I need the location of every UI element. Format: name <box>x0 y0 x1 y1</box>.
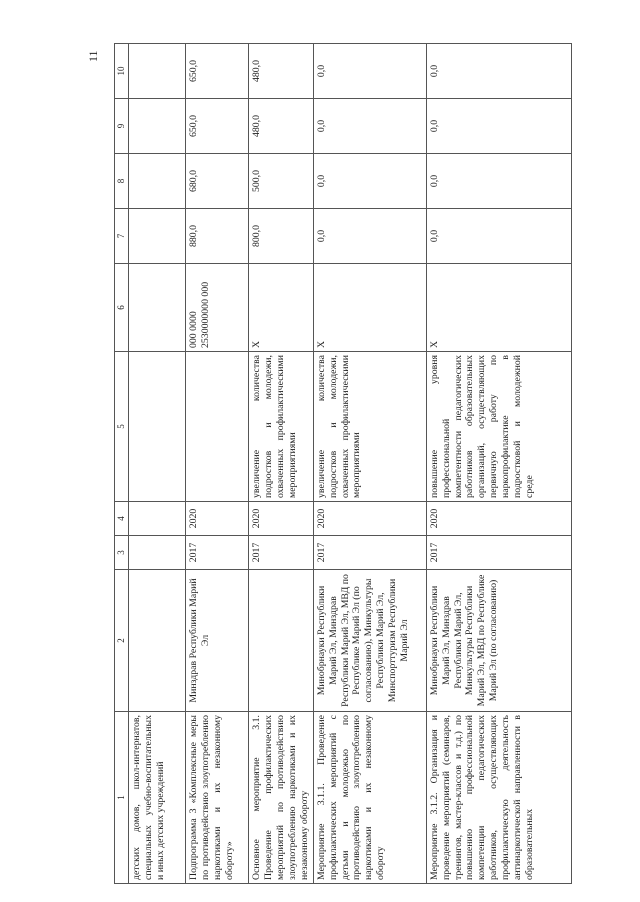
result-cell: увеличение количества подростков и молодежи, охваченных профилактическими мероприятиями <box>248 352 313 502</box>
result-cell <box>185 352 248 502</box>
code-cell <box>128 264 185 352</box>
executor-cell <box>128 570 185 712</box>
executor-cell: Минздрав Республики Марий Эл <box>185 570 248 712</box>
end-year-cell: 2020 <box>313 502 426 536</box>
measure-name-cell: Подпрограмма 3 «Комплексные меры по противодействию злоупотреблению наркотиками и их незаконному обороту» <box>185 712 248 884</box>
amount-2019-cell <box>128 99 185 154</box>
column-number: 8 <box>115 154 129 209</box>
code-cell: X <box>426 264 571 352</box>
end-year-cell: 2020 <box>185 502 248 536</box>
column-number: 5 <box>115 352 129 502</box>
table-row <box>313 44 426 884</box>
column-number: 1 <box>115 712 129 884</box>
column-number: 6 <box>115 264 129 352</box>
amount-2019-cell: 0,0 <box>426 99 571 154</box>
amount-2020-cell: 0,0 <box>313 44 426 99</box>
column-number: 4 <box>115 502 129 536</box>
amount-2017-cell: 880,0 <box>185 209 248 264</box>
amount-2017-cell: 0,0 <box>426 209 571 264</box>
result-cell: увеличение количества подростков и молодежи, охваченных профилактическими мероприятиями <box>313 352 426 502</box>
start-year-cell: 2017 <box>185 536 248 570</box>
executor-cell: Минобрнауки Республики Марий Эл, Минздрав Республики Марий Эл, Минкультуры Республики Марий Эл, МВД по Республике Марий Эл (по согласованию) <box>426 570 571 712</box>
amount-2018-cell: 680,0 <box>185 154 248 209</box>
table-row <box>248 44 313 884</box>
start-year-cell <box>128 536 185 570</box>
end-year-cell <box>128 502 185 536</box>
start-year-cell: 2017 <box>313 536 426 570</box>
amount-2020-cell: 650,0 <box>185 44 248 99</box>
result-cell: повышение уровня профессиональной компетентности педагогических работников образовательных организаций, осуществляющих первичную работу по наркопрофилактике в подростковой и молодежной среде <box>426 352 571 502</box>
measure-name-cell: Мероприятие 3.1.1. Проведение профилактических мероприятий с детьми и молодежью по противодействию злоупотреблению наркотиками и их незаконному обороту <box>313 712 426 884</box>
column-number-row <box>115 44 129 884</box>
executor-cell <box>248 570 313 712</box>
amount-2018-cell <box>128 154 185 209</box>
amount-2017-cell: 0,0 <box>313 209 426 264</box>
amount-2018-cell: 500,0 <box>248 154 313 209</box>
end-year-cell: 2020 <box>426 502 571 536</box>
amount-2019-cell: 650,0 <box>185 99 248 154</box>
column-number: 3 <box>115 536 129 570</box>
program-table <box>114 43 572 884</box>
column-number: 10 <box>115 44 129 99</box>
amount-2020-cell: 0,0 <box>426 44 571 99</box>
result-cell <box>128 352 185 502</box>
measure-name-cell: детских домов, школ-интернатов, специальных учебно-воспитательных и иных детских учреждений <box>128 712 185 884</box>
amount-2019-cell: 0,0 <box>313 99 426 154</box>
code-cell: X <box>248 264 313 352</box>
amount-2018-cell: 0,0 <box>426 154 571 209</box>
start-year-cell: 2017 <box>248 536 313 570</box>
amount-2020-cell: 480,0 <box>248 44 313 99</box>
start-year-cell: 2017 <box>426 536 571 570</box>
table-row <box>426 44 571 884</box>
executor-cell: Минобрнауки Республики Марий Эл, Минздрав Республики Марий Эл, МВД по Республике Марий Эл (по согласованию), Минкультуры Республики Марий Эл, Минспорттуризм Республики Марий Эл <box>313 570 426 712</box>
amount-2017-cell <box>128 209 185 264</box>
column-number: 7 <box>115 209 129 264</box>
table-row <box>185 44 248 884</box>
table-row <box>128 44 185 884</box>
code-cell: 000 0000 2530000000 000 <box>185 264 248 352</box>
measure-name-cell: Основное мероприятие 3.1. Проведение профилактических мероприятий по противодействию злоупотреблению наркотиками и их незаконному обороту <box>248 712 313 884</box>
column-number: 9 <box>115 99 129 154</box>
amount-2018-cell: 0,0 <box>313 154 426 209</box>
end-year-cell: 2020 <box>248 502 313 536</box>
code-cell: X <box>313 264 426 352</box>
amount-2017-cell: 800,0 <box>248 209 313 264</box>
page-number: 11 <box>86 50 100 62</box>
column-number: 2 <box>115 570 129 712</box>
amount-2020-cell <box>128 44 185 99</box>
measure-name-cell: Мероприятие 3.1.2. Организация и проведение мероприятий (семинаров, тренингов, мастер-классов и т.д.) по повышению профессиональной компетенции педагогических работников, осуществляющих профилактическую деятельность антинаркотической направленности в образовательных <box>426 712 571 884</box>
amount-2019-cell: 480,0 <box>248 99 313 154</box>
